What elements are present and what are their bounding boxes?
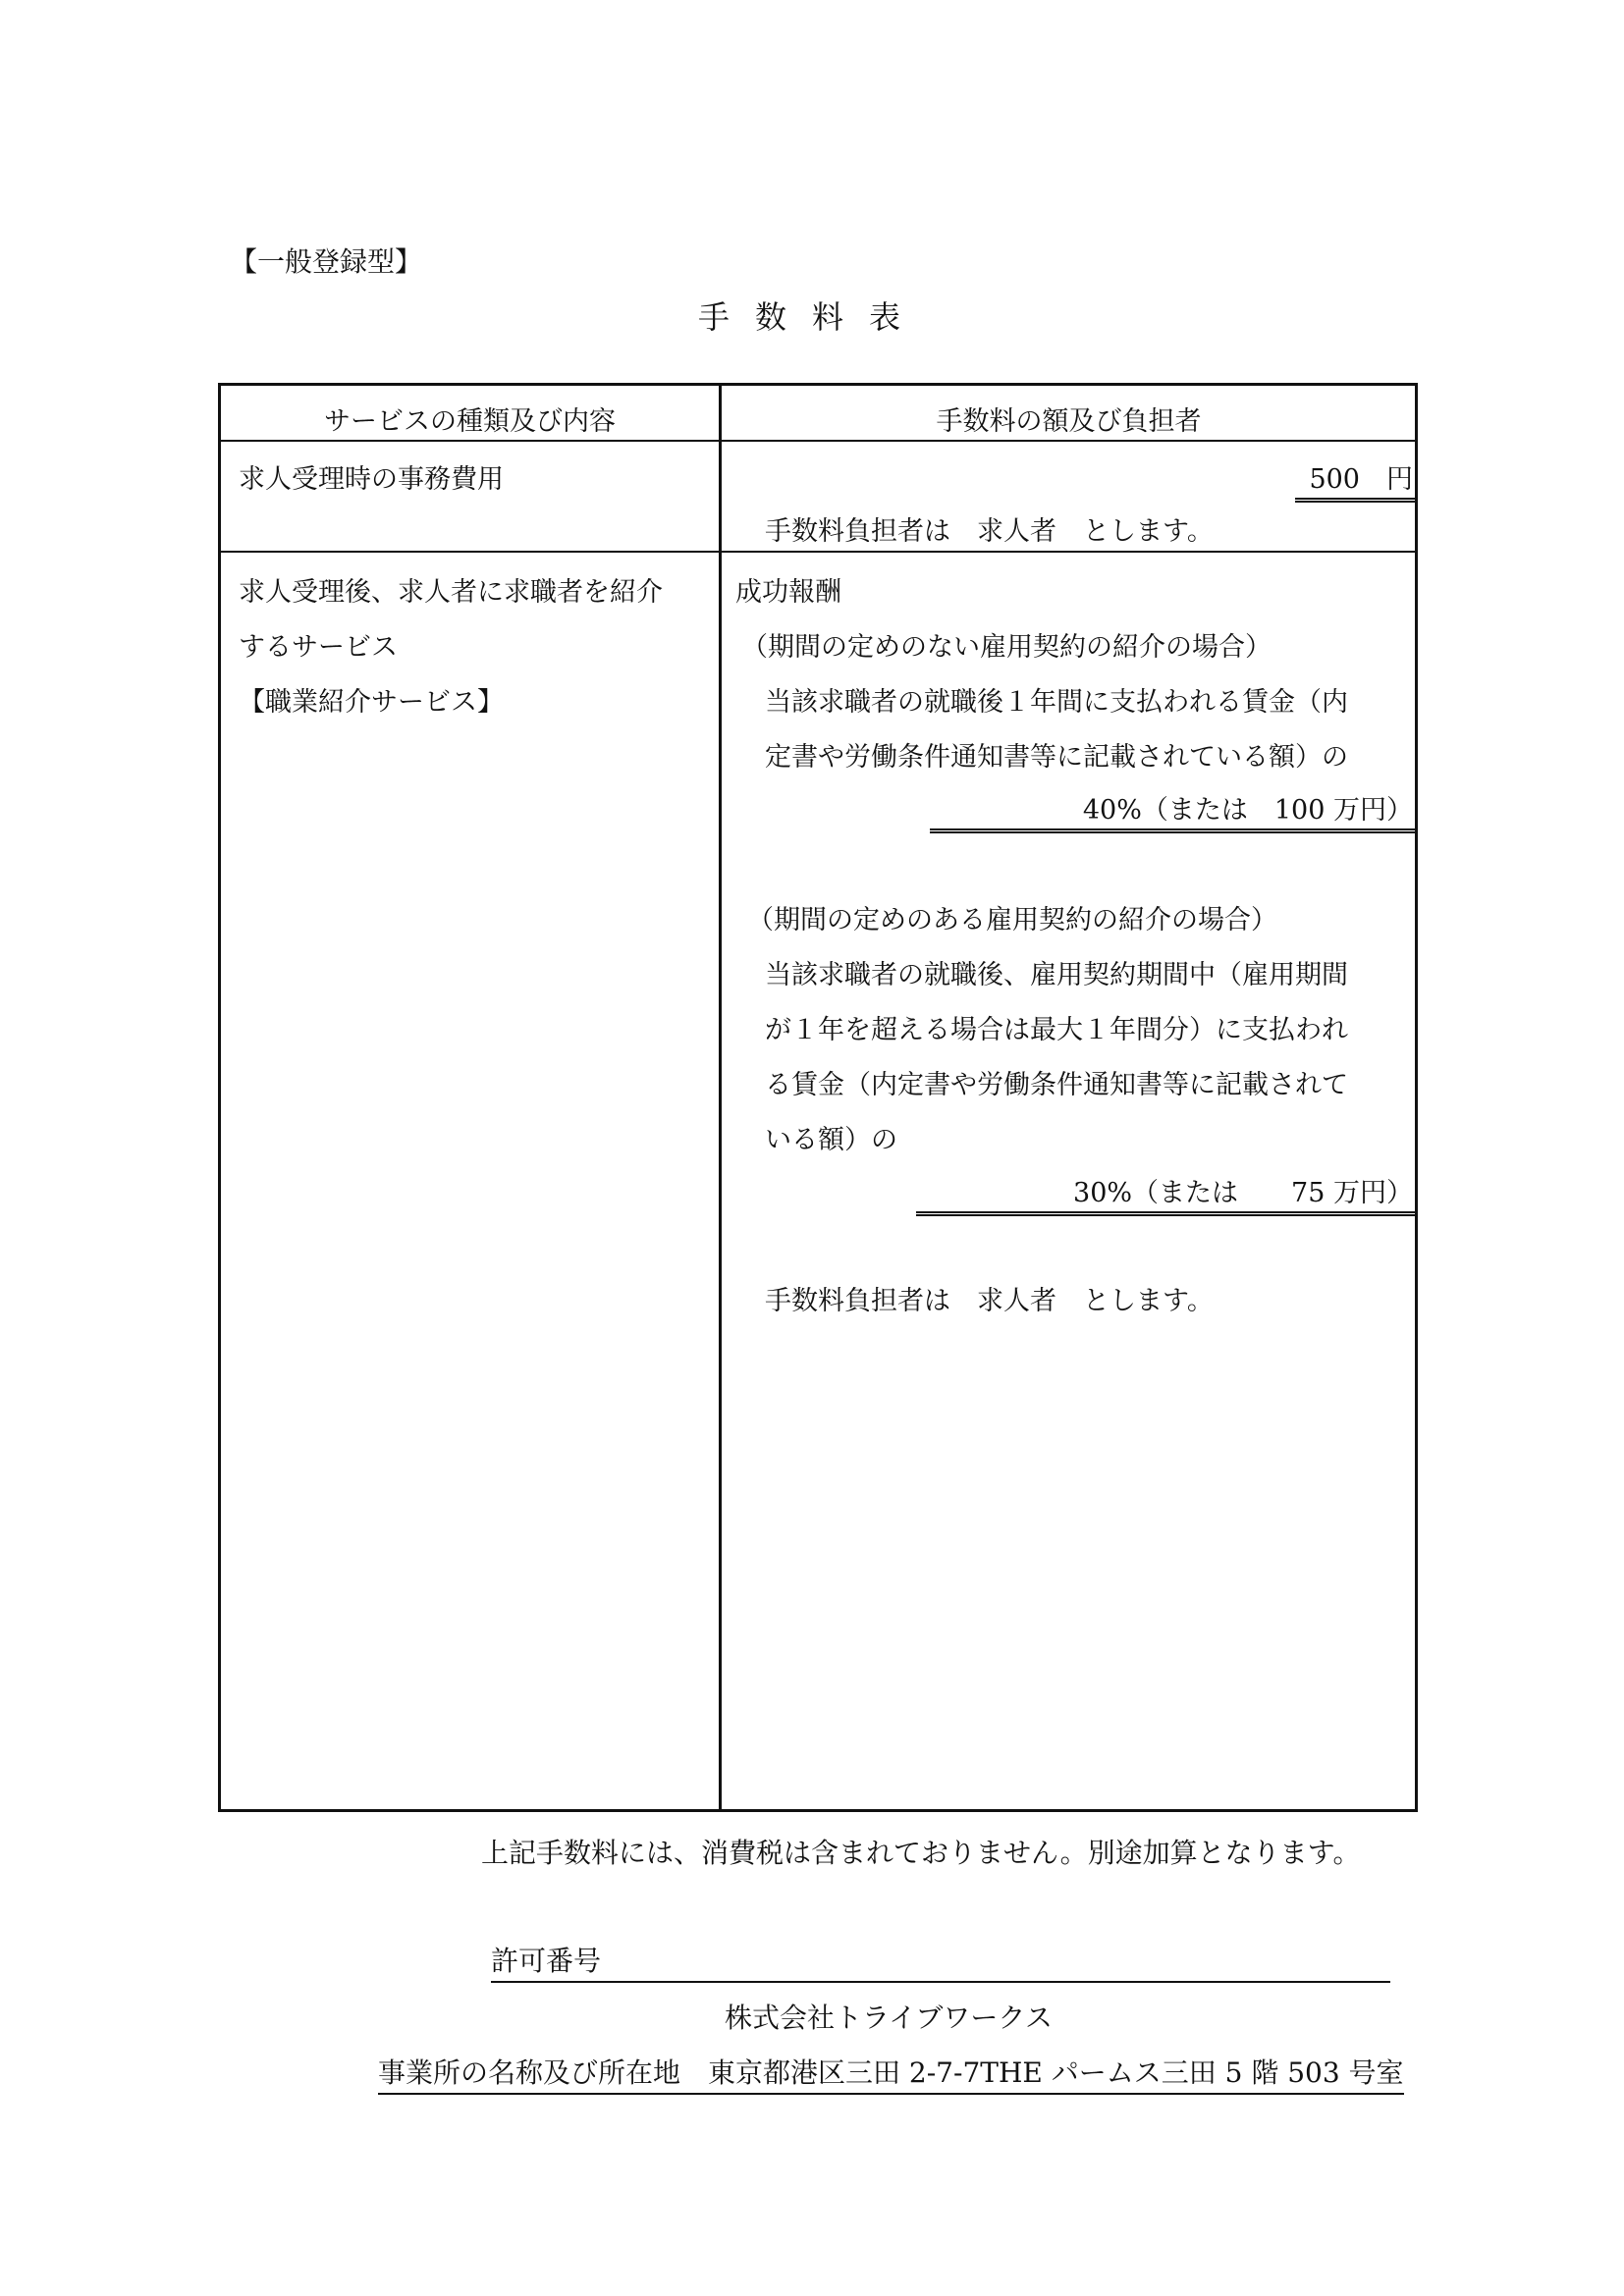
section2-line: 当該求職者の就職後、雇用契約期間中（雇用期間 bbox=[765, 960, 1348, 990]
column-header-fee: 手数料の額及び負担者 bbox=[936, 406, 1202, 437]
row-divider bbox=[221, 440, 1415, 442]
section2-line: いる額）の bbox=[765, 1125, 897, 1155]
row-divider bbox=[221, 551, 1415, 553]
section2-rate: 30%（または 75 万円） bbox=[916, 1171, 1415, 1216]
row2-service-line: 求人受理後、求人者に求職者を紹介 bbox=[239, 577, 663, 608]
permit-number-line bbox=[491, 1940, 1390, 1983]
office-address: 事業所の名称及び所在地 東京都港区三田 2-7-7THE パームス三田 5 階 503 号室 bbox=[378, 2052, 1404, 2095]
tax-note: 上記手数料には、消費税は含まれておりません。別途加算となります。 bbox=[481, 1837, 1361, 1869]
section1-line: 定書や労働条件通知書等に記載されている額）の bbox=[765, 742, 1348, 773]
column-header-service: サービスの種類及び内容 bbox=[324, 406, 616, 437]
row1-service: 求人受理時の事務費用 bbox=[239, 464, 504, 495]
row2-service-name: 【職業紹介サービス】 bbox=[239, 687, 504, 718]
row1-amount: 500 円 bbox=[1295, 457, 1415, 503]
section1-heading: （期間の定めのない雇用契約の紹介の場合） bbox=[741, 632, 1272, 663]
section2-heading: （期間の定めのある雇用契約の紹介の場合） bbox=[747, 905, 1277, 935]
section1-line: 当該求職者の就職後１年間に支払われる賃金（内 bbox=[765, 687, 1348, 718]
section2-line: る賃金（内定書や労働条件通知書等に記載されて bbox=[765, 1070, 1348, 1100]
column-divider bbox=[719, 386, 722, 1809]
page-title: 手数料表 bbox=[697, 298, 926, 336]
company-name: 株式会社トライブワークス bbox=[725, 2002, 1054, 2034]
fee-table bbox=[218, 383, 1418, 1812]
fee-title: 成功報酬 bbox=[735, 577, 841, 608]
row2-payer: 手数料負担者は 求人者 とします。 bbox=[765, 1286, 1214, 1316]
section1-rate: 40%（または 100 万円） bbox=[930, 788, 1415, 833]
permit-label: 許可番号 bbox=[491, 1945, 602, 1977]
form-type-tag: 【一般登録型】 bbox=[230, 245, 423, 278]
row1-payer: 手数料負担者は 求人者 とします。 bbox=[765, 516, 1214, 547]
section2-line: が１年を超える場合は最大１年間分）に支払われ bbox=[765, 1015, 1348, 1045]
row2-service-line: するサービス bbox=[239, 632, 398, 663]
